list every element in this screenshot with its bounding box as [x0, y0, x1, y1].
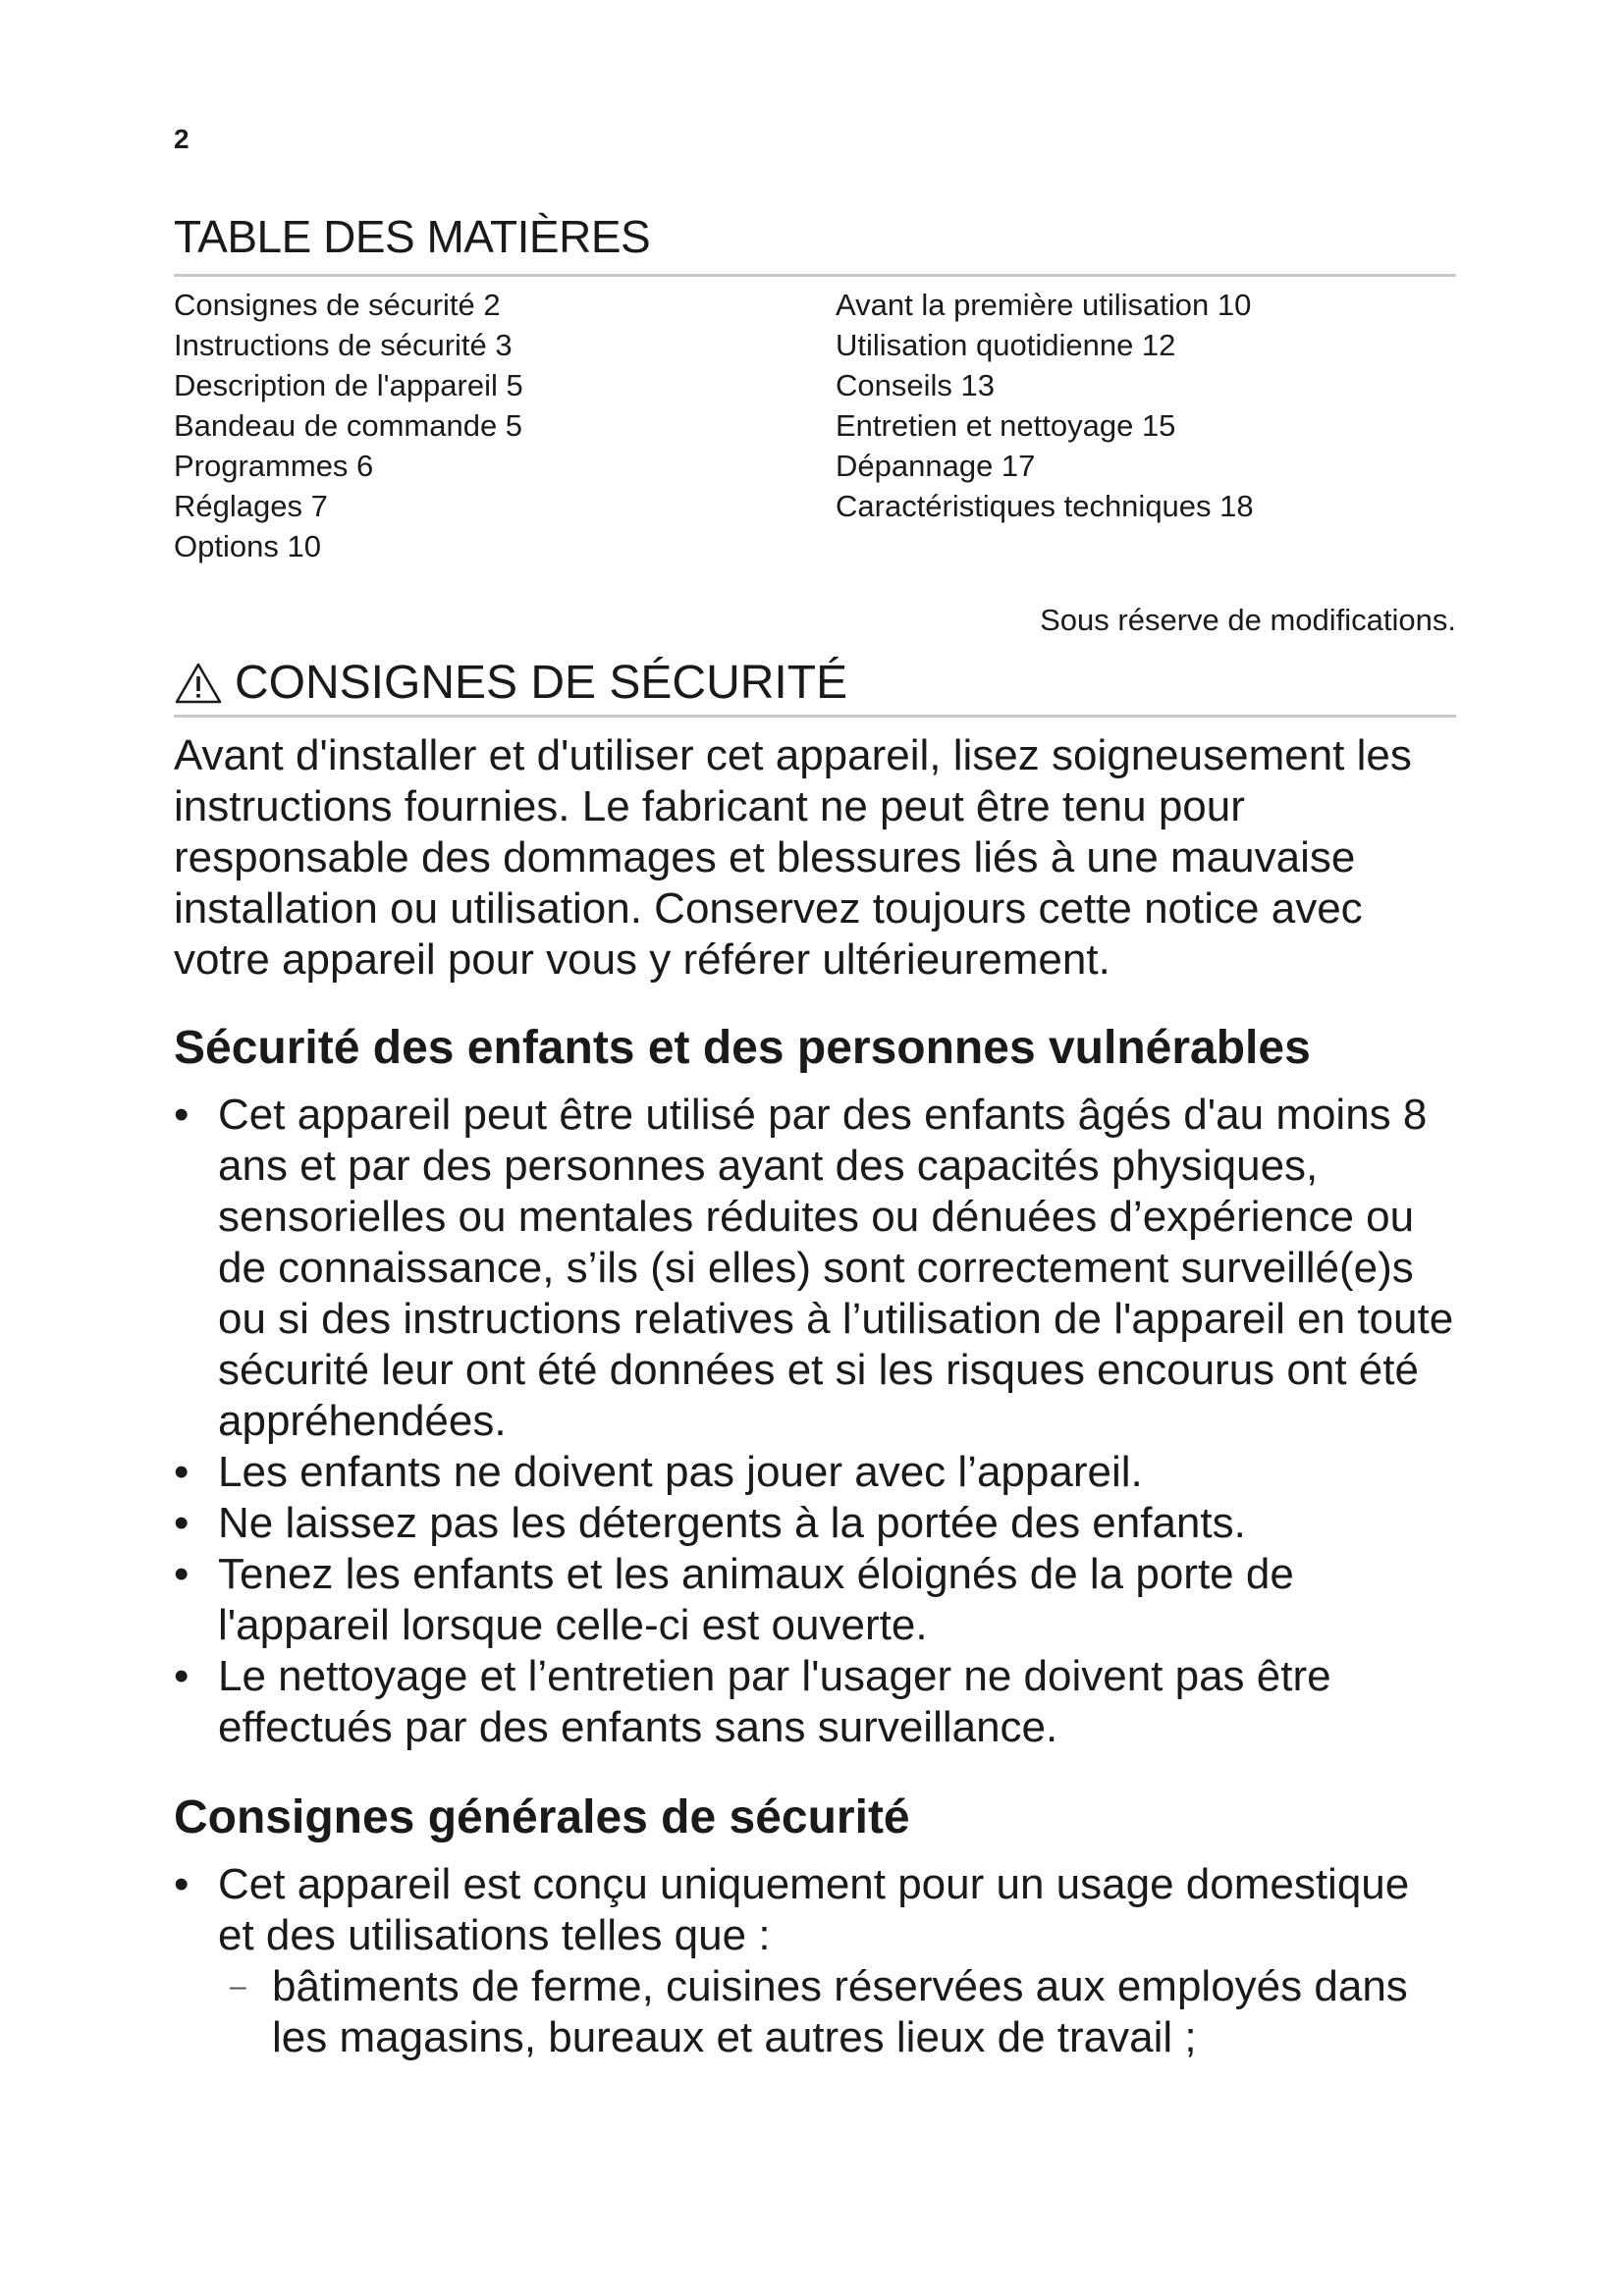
bullet-icon: • — [174, 1652, 189, 1700]
sub-list-item — [218, 1961, 1456, 2063]
children-safety-heading: Sécurité des enfants et des personnes vulnérables — [174, 1022, 1311, 1074]
bullet-icon: • — [174, 1091, 189, 1139]
list-item-text: Tenez les enfants et les animaux éloignés de la porte de l'appareil lorsque celle-ci est ouverte. — [218, 1550, 1294, 1649]
list-item-text: Cet appareil peut être utilisé par des enfants âgés d'au moins 8 ans et par des personnes ayant des capacités physiques, sensorielles ou mentales réduites ou dénuées d’expérience ou de connaissance, s’ils (si elles) sont correctement surveillé(e)s ou si des instructions relatives à l’utilisation de l'appareil en toute sécurité leur ont été données et si les risques encourus ont été appréhendées. — [218, 1091, 1454, 1445]
reserve-note: Sous réserve de modifications. — [1040, 603, 1456, 637]
bullet-icon: • — [174, 1499, 189, 1547]
section-title — [174, 656, 847, 711]
warning-triangle-icon — [174, 662, 223, 705]
toc-item: Options 10 — [174, 529, 321, 563]
toc-item: Entretien et nettoyage 15 — [836, 408, 1176, 443]
general-safety-list — [174, 1859, 1456, 2063]
toc-item: Programmes 6 — [174, 449, 374, 483]
page-number: 2 — [174, 124, 189, 154]
bullet-icon: • — [174, 1448, 189, 1496]
toc-item: Dépannage 17 — [836, 449, 1036, 483]
list-item-text: Cet appareil est conçu uniquement pour un usage domestique et des utilisations telles que : — [218, 1860, 1410, 1959]
sub-list-item-text: bâtiments de ferme, cuisines réservées aux employés dans les magasins, bureaux et autres lieux de travail ; — [272, 1962, 1408, 2061]
toc-item: Conseils 13 — [836, 368, 995, 402]
list-item — [174, 1498, 1456, 1549]
toc-item: Instructions de sécurité 3 — [174, 328, 513, 362]
section-divider — [174, 715, 1456, 718]
list-item — [174, 1651, 1456, 1753]
toc-item: Caractéristiques techniques 18 — [836, 489, 1254, 523]
list-item — [174, 1447, 1456, 1498]
toc-right-column — [836, 285, 1254, 526]
list-item — [174, 1549, 1456, 1651]
toc-item: Description de l'appareil 5 — [174, 368, 523, 402]
toc-item: Consignes de sécurité 2 — [174, 288, 501, 322]
section-title-text: CONSIGNES DE SÉCURITÉ — [235, 657, 848, 709]
bullet-icon: • — [174, 1860, 189, 1908]
list-item — [174, 1090, 1456, 1447]
general-safety-heading: Consignes générales de sécurité — [174, 1791, 910, 1843]
toc-item: Réglages 7 — [174, 489, 328, 523]
toc-left-column — [174, 285, 523, 566]
toc-title: TABLE DES MATIÈRES — [174, 211, 651, 262]
bullet-icon: • — [174, 1550, 189, 1598]
dash-icon: – — [230, 1970, 246, 2002]
toc-item: Bandeau de commande 5 — [174, 408, 523, 443]
intro-paragraph: Avant d'installer et d'utiliser cet appareil, lisez soigneusement les instructions fournies. Le fabricant ne peut être tenu pour responsable des dommages et blessures liés à une mauvaise installation ou utilisation. Conservez toujours cette notice avec votre appareil pour vous y référer ultérieurement. — [174, 731, 1412, 984]
toc-item: Avant la première utilisation 10 — [836, 288, 1252, 322]
toc-divider — [174, 274, 1456, 277]
list-item — [174, 1859, 1456, 2063]
list-item-text: Ne laissez pas les détergents à la portée des enfants. — [218, 1499, 1246, 1547]
children-safety-list — [174, 1090, 1456, 1753]
toc-item: Utilisation quotidienne 12 — [836, 328, 1176, 362]
list-item-text: Les enfants ne doivent pas jouer avec l’appareil. — [218, 1448, 1143, 1496]
list-item-text: Le nettoyage et l’entretien par l'usager ne doivent pas être effectués par des enfants sans surveillance. — [218, 1652, 1331, 1751]
sub-list — [218, 1961, 1456, 2063]
